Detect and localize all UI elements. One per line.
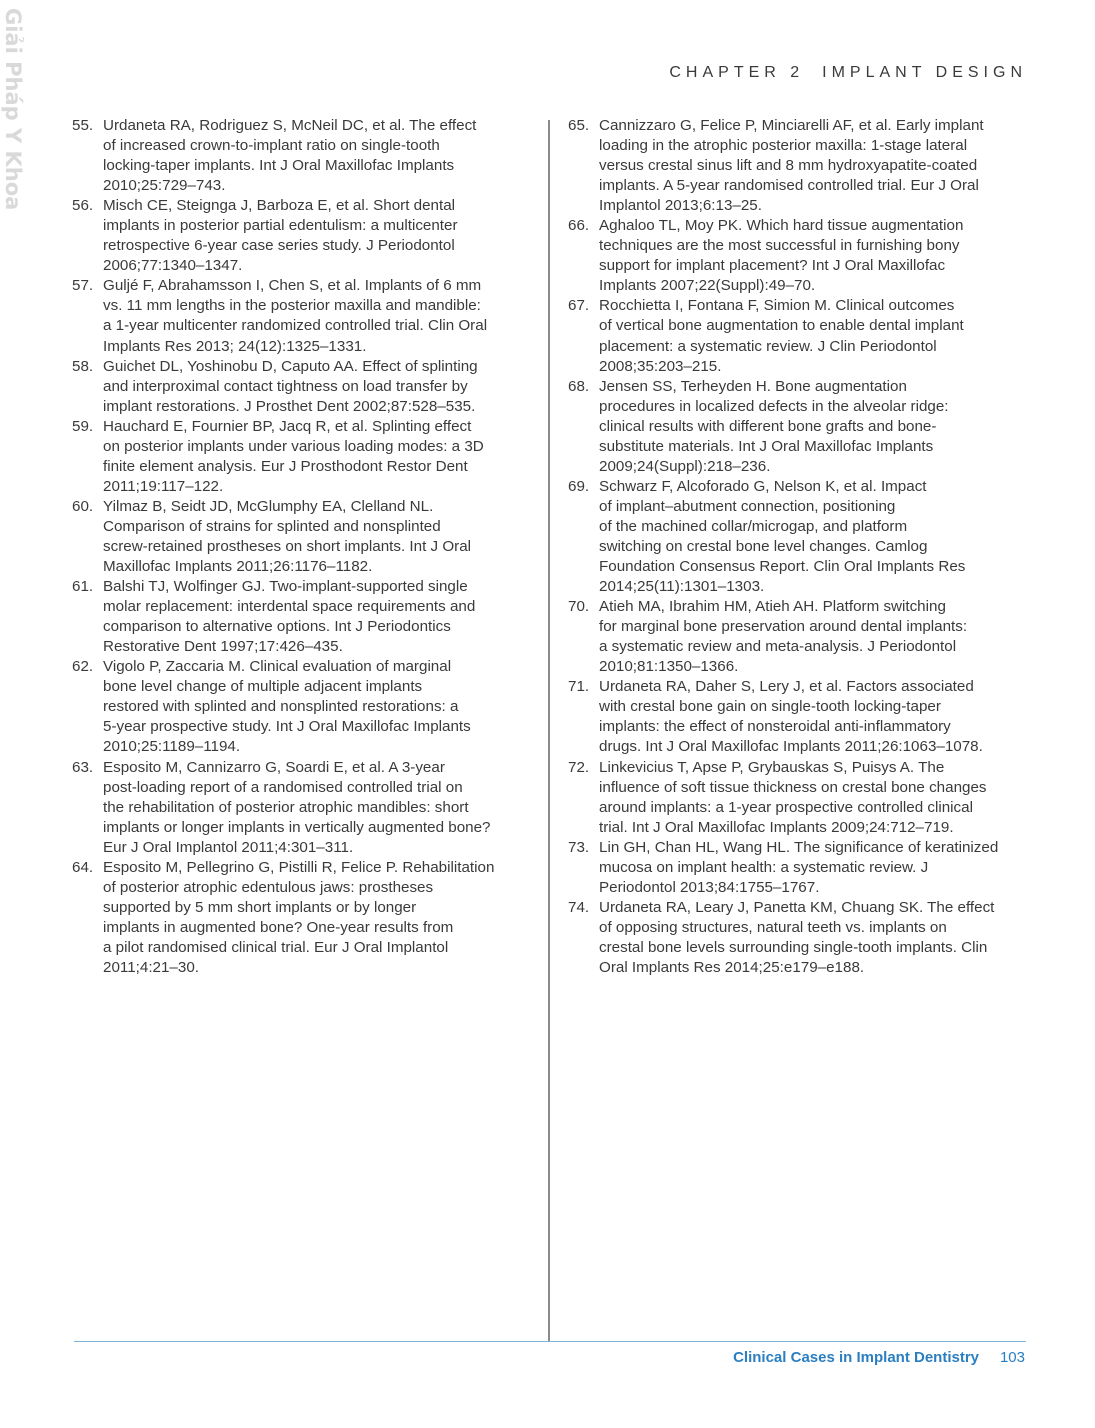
reference-item: [72, 657, 524, 757]
reference-number: 57.: [72, 277, 94, 295]
reference-number: 66.: [568, 217, 590, 235]
reference-item: [72, 417, 524, 497]
reference-text: Linkevicius T, Apse P, Grybauskas S, Puisys A. The influence of soft tissue thickness on crestal bone changes around implants: a 1-year prospective controlled clinical trial. Int J Oral Maxillofac Implants 2009;24:712–719.: [599, 758, 987, 836]
reference-text: Vigolo P, Zaccaria M. Clinical evaluation of marginal bone level change of multiple adjacent implants restored with splinted and nonsplinted restorations: a 5-year prospective study. Int J Oral Maxillofac Implants 2010;25:1189–1194.: [103, 658, 471, 756]
reference-text: Balshi TJ, Wolfinger GJ. Two-implant-supported single molar replacement: interdental space requirements and comparison to alternative options. Int J Periodontics Restorative Dent 1997;17:426–435.: [103, 578, 476, 656]
reference-text: Lin GH, Chan HL, Wang HL. The significance of keratinized mucosa on implant health: a systematic review. J Periodontol 2013;84:1755–1767.: [599, 838, 999, 896]
reference-number: 58.: [72, 357, 94, 375]
reference-number: 68.: [568, 377, 590, 395]
reference-item: [72, 858, 524, 978]
reference-text: Esposito M, Pellegrino G, Pistilli R, Felice P. Rehabilitation of posterior atrophic edentulous jaws: prostheses supported by 5 mm short implants or by longer implants in augmented bone? One-year results from a pilot randomised clinical trial. Eur J Oral Implantol 2011;4:21–30.: [103, 858, 495, 976]
reference-item: [568, 116, 1028, 216]
watermark-text: Giải Pháp Y Khoa: [1, 8, 25, 211]
reference-text: Guichet DL, Yoshinobu D, Caputo AA. Effect of splinting and interproximal contact tightness on load transfer by implant restorations. J Prosthet Dent 2002;87:528–535.: [103, 357, 478, 415]
reference-number: 56.: [72, 197, 94, 215]
reference-text: Cannizzaro G, Felice P, Minciarelli AF, et al. Early implant loading in the atrophic posterior maxilla: 1-stage lateral versus crestal sinus lift and 8 mm hydroxyapatite-coated implants. A 5-year randomised controlled trial. Eur J Oral Implantol 2013;6:13–25.: [599, 117, 984, 215]
reference-item: [568, 296, 1028, 376]
reference-item: [568, 898, 1028, 978]
reference-number: 65.: [568, 117, 590, 134]
reference-item: [72, 758, 524, 858]
reference-item: [568, 758, 1028, 838]
chapter-title: IMPLANT DESIGN: [822, 64, 1027, 81]
page-number: 103: [999, 1349, 1025, 1366]
reference-item: [568, 377, 1028, 477]
reference-number: 74.: [568, 898, 590, 916]
reference-text: Urdaneta RA, Rodriguez S, McNeil DC, et al. The effect of increased crown-to-implant ratio on single-tooth locking-taper implants. Int J Oral Maxillofac Implants 2010;25:729–743.: [103, 117, 477, 195]
references-left-column: [72, 116, 524, 978]
column-divider: [548, 120, 550, 1342]
reference-number: 62.: [72, 658, 94, 676]
reference-text: Misch CE, Steignga J, Barboza E, et al. Short dental implants in posterior partial edentulism: a multicenter retrospective 6-year case series study. J Periodontol 2006;77:1340–1347.: [103, 197, 458, 275]
reference-number: 69.: [568, 477, 590, 495]
chapter-label: CHAPTER 2: [669, 64, 805, 81]
reference-number: 70.: [568, 598, 590, 616]
footer-rule: [74, 1341, 1026, 1342]
reference-text: Aghaloo TL, Moy PK. Which hard tissue augmentation techniques are the most successful in furnishing bony support for implant placement? Int J Oral Maxillofac Implants 2007;22(Suppl):49–70.: [599, 217, 964, 295]
reference-item: [72, 497, 524, 577]
reference-text: Schwarz F, Alcoforado G, Nelson K, et al. Impact of implant–abutment connection, positioning of the machined collar/microgap, and platform switching on crestal bone level changes. Camlog Foundation Consensus Report. Clin Oral Implants Res 2014;25(11):1301–1303.: [599, 477, 966, 596]
reference-text: Hauchard E, Fournier BP, Jacq R, et al. Splinting effect on posterior implants under various loading modes: a 3D finite element analysis. Eur J Prosthodont Restor Dent 2011;19:117–122.: [103, 417, 484, 495]
reference-number: 63.: [72, 758, 94, 776]
reference-item: [568, 677, 1028, 757]
reference-text: Atieh MA, Ibrahim HM, Atieh AH. Platform switching for marginal bone preservation around dental implants: a systematic review and meta-analysis. J Periodontol 2010;81:1350–1366.: [599, 598, 968, 676]
reference-number: 72.: [568, 758, 590, 776]
reference-number: 61.: [72, 578, 94, 596]
reference-text: Urdaneta RA, Daher S, Lery J, et al. Factors associated with crestal bone gain on single-tooth locking-taper implants: the effect of nonsteroidal anti-inflammatory drugs. Int J Oral Maxillofac Implants 2011;26:1063–1078.: [599, 678, 983, 756]
reference-number: 64.: [72, 858, 94, 876]
reference-number: 59.: [72, 417, 94, 435]
reference-item: [72, 276, 524, 356]
reference-item: [568, 838, 1028, 898]
reference-item: [72, 577, 524, 657]
reference-number: 73.: [568, 838, 590, 856]
reference-item: [72, 196, 524, 276]
reference-number: 60.: [72, 497, 94, 515]
reference-item: [568, 597, 1028, 677]
chapter-header: [669, 64, 1027, 82]
footer-book-title: Clinical Cases in Implant Dentistry: [733, 1349, 979, 1366]
reference-item: [72, 357, 524, 417]
reference-item: [568, 477, 1028, 597]
reference-text: Jensen SS, Terheyden H. Bone augmentation procedures in localized defects in the alveolar ridge: clinical results with different bone grafts and bone- substitute materials. Int J Oral Maxillofac Implants 2009;24(Suppl):218–236.: [599, 377, 949, 475]
reference-text: Rocchietta I, Fontana F, Simion M. Clinical outcomes of vertical bone augmentation to enable dental implant placement: a systematic review. J Clin Periodontol 2008;35:203–215.: [599, 297, 964, 375]
reference-item: [72, 116, 524, 196]
reference-text: Yilmaz B, Seidt JD, McGlumphy EA, Clelland NL. Comparison of strains for splinted and nonsplinted screw-retained prostheses on short implants. Int J Oral Maxillofac Implants 2011;26:1176–1182.: [103, 497, 472, 576]
reference-number: 71.: [568, 678, 590, 696]
reference-text: Esposito M, Cannizarro G, Soardi E, et al. A 3-year post-loading report of a randomised controlled trial on the rehabilitation of posterior atrophic mandibles: short implants or longer implants in vertically augmented bone? Eur J Oral Implantol 2011;4:301–311.: [103, 758, 491, 856]
reference-number: 67.: [568, 297, 590, 315]
reference-number: 55.: [72, 117, 94, 134]
references-right-column: [568, 116, 1028, 978]
reference-text: Urdaneta RA, Leary J, Panetta KM, Chuang SK. The effect of opposing structures, natural teeth vs. implants on crestal bone levels surrounding single-tooth implants. Clin Oral Implants Res 2014;25:e179–e188.: [599, 898, 995, 976]
reference-text: Guljé F, Abrahamsson I, Chen S, et al. Implants of 6 mm vs. 11 mm lengths in the posterior maxilla and mandible: a 1-year multicenter randomized controlled trial. Clin Oral Implants Res 2013; 24(12):1325–1331.: [103, 277, 488, 355]
reference-item: [568, 216, 1028, 296]
